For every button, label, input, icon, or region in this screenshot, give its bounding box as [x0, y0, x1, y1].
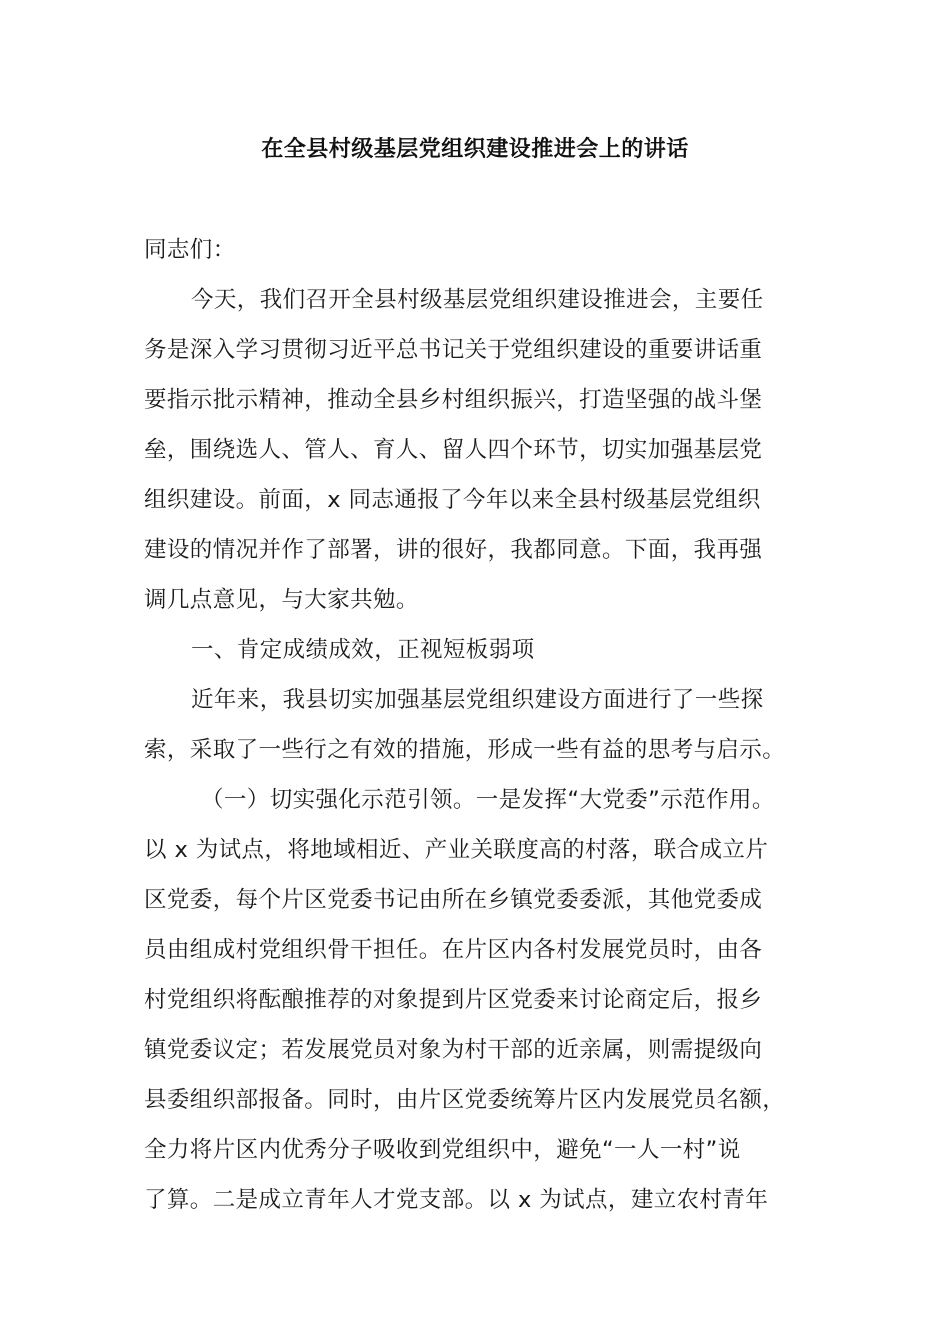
paragraph-line: 建设的情况并作了部署，讲的很好，我都同意。下面，我再强 — [144, 537, 763, 563]
paragraph-line: 近年来，我县切实加强基层党组织建设方面进行了一些探 — [191, 687, 764, 713]
section-heading: 一、肯定成绩成效，正视短板弱项 — [191, 637, 535, 663]
paragraph-line: 村党组织将酝酿推荐的对象提到片区党委来讨论商定后，报乡 — [144, 987, 763, 1013]
paragraph-line: 以 x 为试点，将地域相近、产业关联度高的村落，联合成立片 — [144, 837, 769, 863]
paragraph-line: 全力将片区内优秀分子吸收到党组织中，避免“一人一村”说 — [144, 1137, 741, 1163]
paragraph-line: 垒，围绕选人、管人、育人、留人四个环节，切实加强基层党 — [144, 437, 763, 463]
paragraph-line: 镇党委议定；若发展党员对象为村干部的近亲属，则需提级向 — [144, 1037, 763, 1063]
paragraph-line: 索，采取了一些行之有效的措施，形成一些有益的思考与启示。 — [144, 737, 786, 763]
paragraph-line: 组织建设。前面，x 同志通报了今年以来全县村级基层党组织 — [144, 487, 761, 513]
salutation: 同志们： — [144, 237, 236, 263]
document-body — [144, 225, 809, 1225]
paragraph-line: 调几点意见，与大家共勉。 — [144, 587, 419, 613]
paragraph-line: 了算。二是成立青年人才党支部。以 x 为试点，建立农村青年 — [144, 1187, 769, 1213]
paragraph-line: 今天，我们召开全县村级基层党组织建设推进会，主要任 — [191, 287, 764, 313]
document-title: 在全县村级基层党组织建设推进会上的讲话 — [261, 137, 689, 162]
paragraph-line: 要指示批示精神，推动全县乡村组织振兴，打造坚强的战斗堡 — [144, 387, 763, 413]
paragraph-line: 务是深入学习贯彻习近平总书记关于党组织建设的重要讲话重 — [144, 337, 763, 363]
paragraph-line: 区党委，每个片区党委书记由所在乡镇党委委派，其他党委成 — [144, 887, 763, 913]
paragraph-line: 县委组织部报备。同时，由片区党委统筹片区内发展党员名额， — [144, 1087, 786, 1113]
paragraph-line: 员由组成村党组织骨干担任。在片区内各村发展党员时，由各 — [144, 937, 763, 963]
subsection-line: （一）切实强化示范引领。一是发挥“大党委”示范作用。 — [201, 787, 775, 813]
